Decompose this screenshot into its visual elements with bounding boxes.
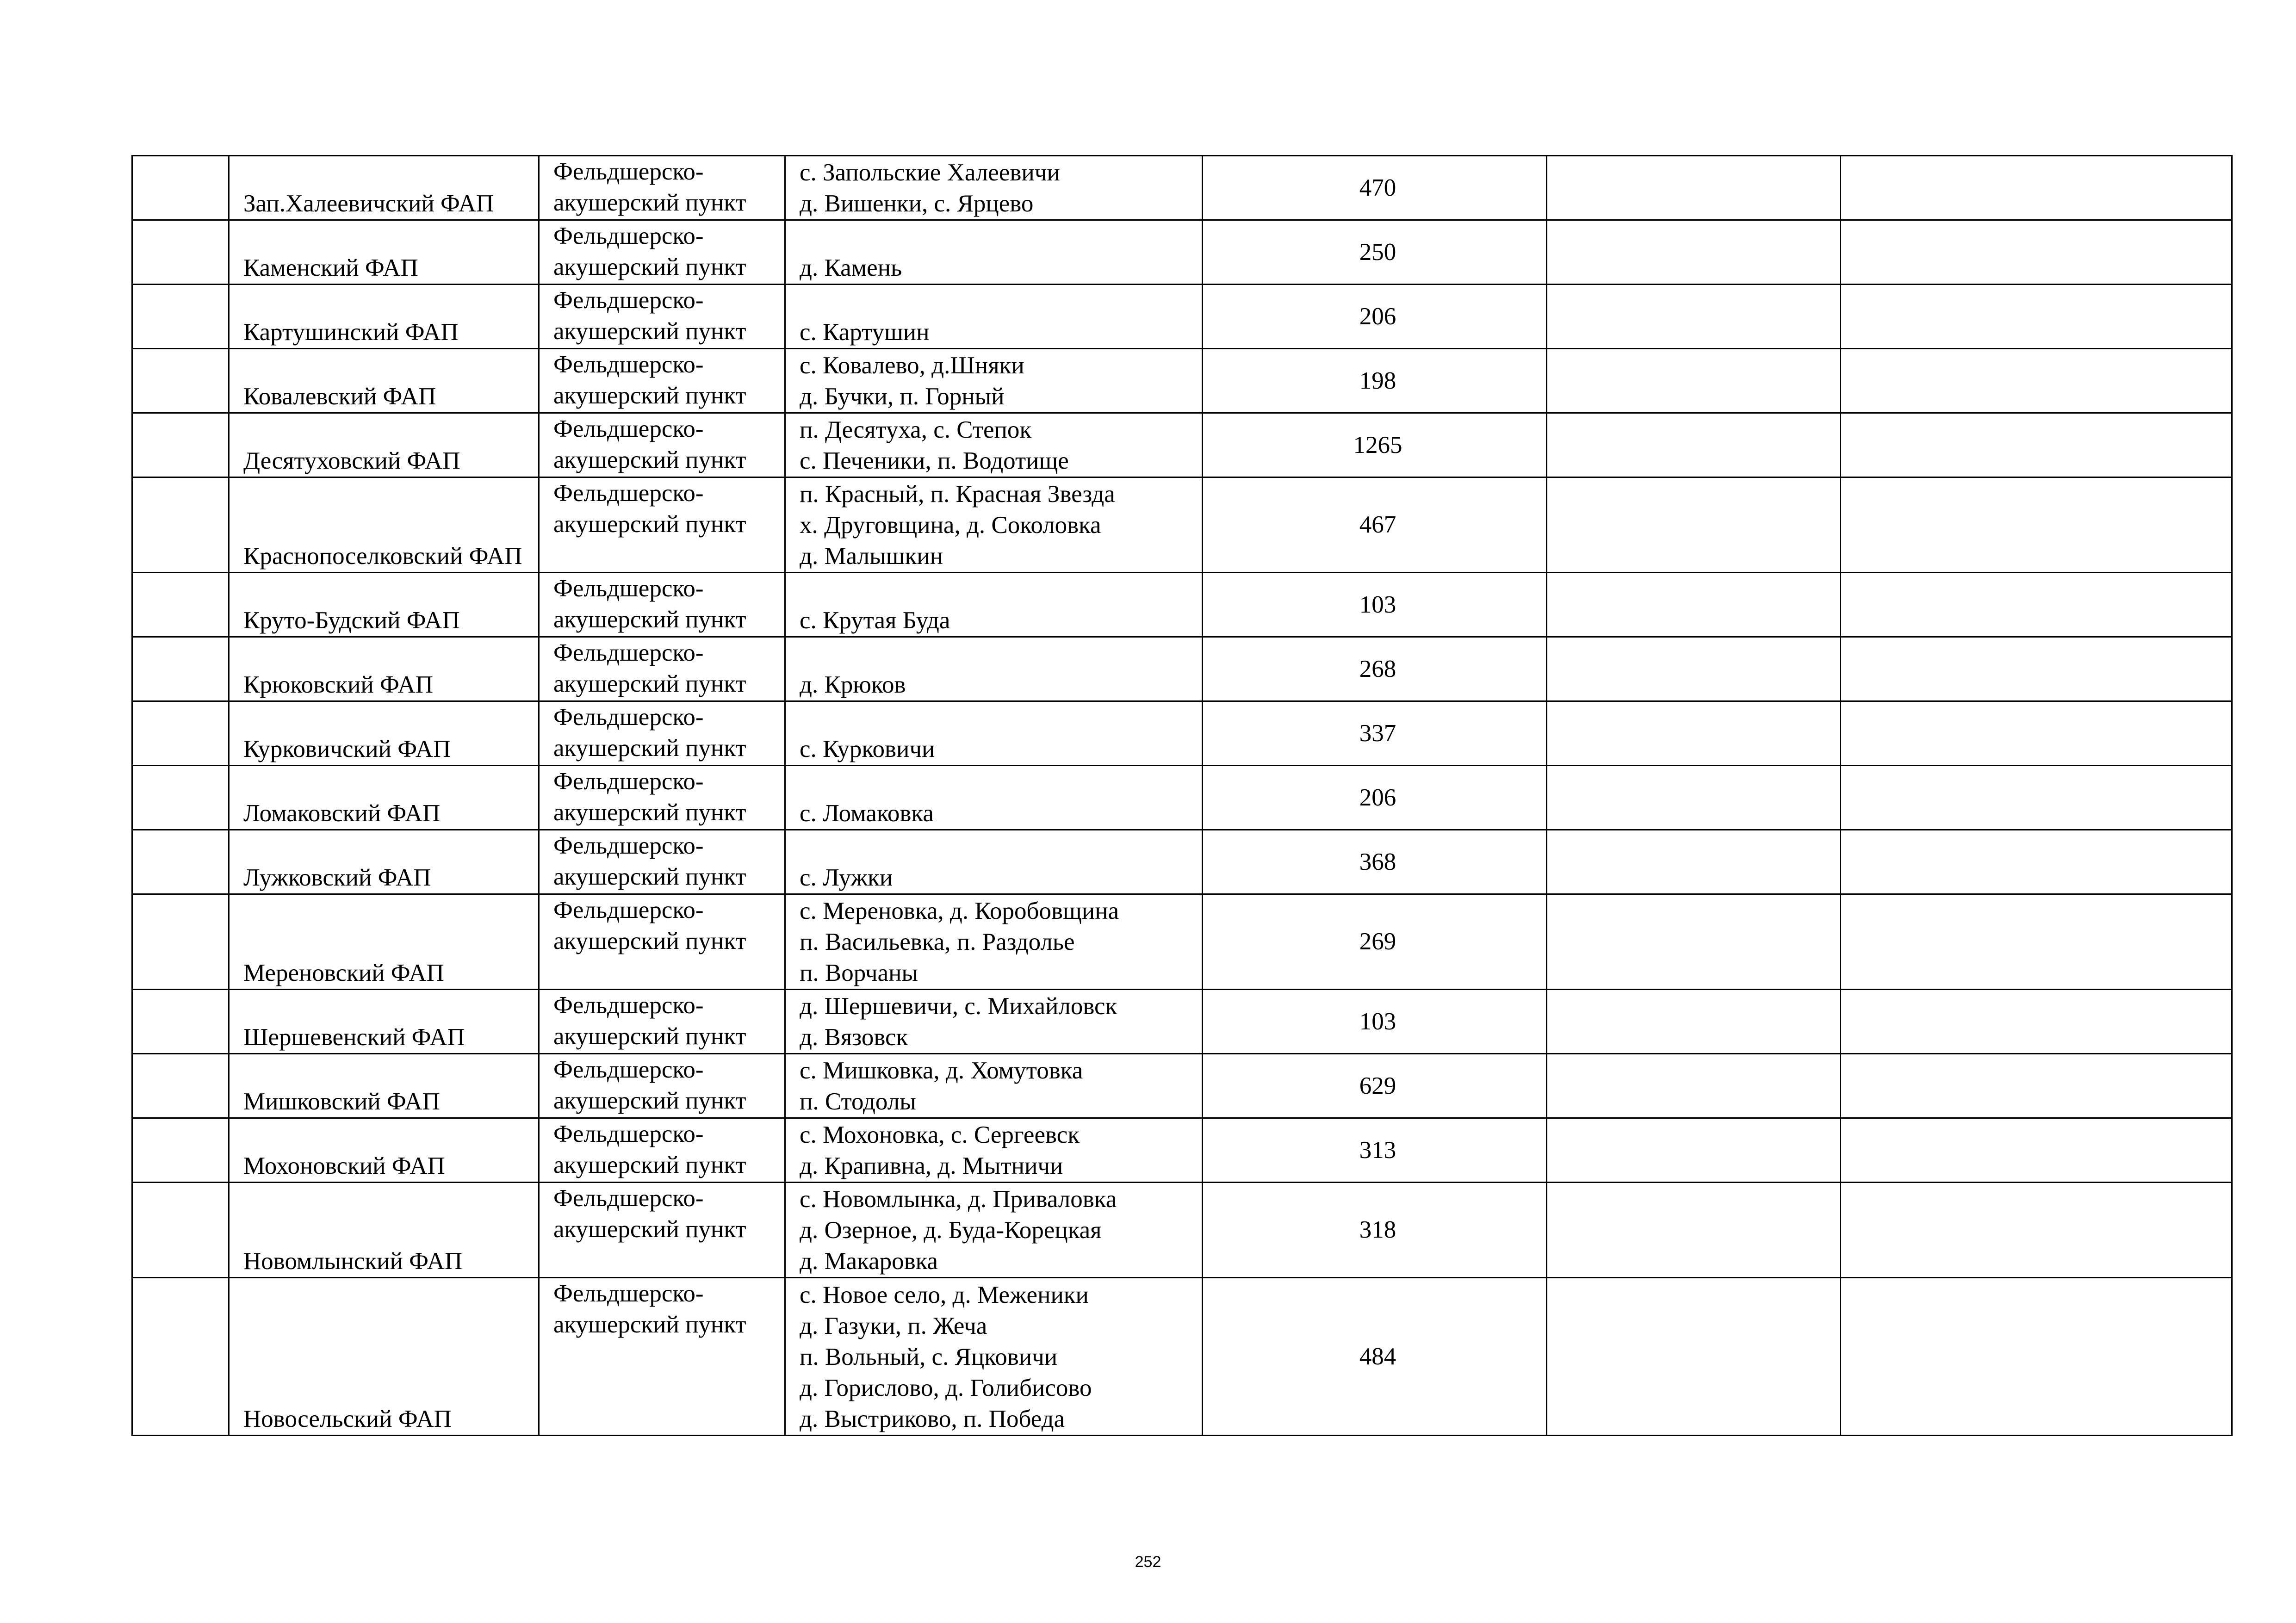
empty-cell	[1841, 637, 2232, 701]
table-row	[132, 830, 2232, 894]
table-row	[132, 637, 2232, 701]
empty-cell	[1547, 701, 1841, 766]
facility-type-cell: Фельдшерско- акушерский пункт	[539, 285, 785, 349]
facility-type-cell: Фельдшерско- акушерский пункт	[539, 1278, 785, 1436]
empty-cell	[1547, 894, 1841, 990]
empty-cell	[1841, 990, 2232, 1054]
population-cell: 470	[1203, 156, 1547, 220]
empty-cell	[1841, 1054, 2232, 1118]
facility-name-cell: Круто-Будский ФАП	[229, 573, 539, 637]
settlements-cell: с. Лужки	[785, 830, 1203, 894]
row-number-cell	[132, 573, 229, 637]
table-row	[132, 894, 2232, 990]
population-cell: 268	[1203, 637, 1547, 701]
empty-cell	[1547, 990, 1841, 1054]
table-row	[132, 766, 2232, 830]
empty-cell	[1547, 1183, 1841, 1278]
row-number-cell	[132, 156, 229, 220]
facility-name-cell: Десятуховский ФАП	[229, 413, 539, 477]
empty-cell	[1841, 830, 2232, 894]
population-cell: 103	[1203, 573, 1547, 637]
population-cell: 629	[1203, 1054, 1547, 1118]
facility-name-cell: Новомлынский ФАП	[229, 1183, 539, 1278]
row-number-cell	[132, 637, 229, 701]
settlements-cell: п. Десятуха, с. Степок с. Печеники, п. Водотище	[785, 413, 1203, 477]
population-cell: 318	[1203, 1183, 1547, 1278]
settlements-cell: д. Крюков	[785, 637, 1203, 701]
row-number-cell	[132, 701, 229, 766]
table-row	[132, 1183, 2232, 1278]
facility-name-cell: Ковалевский ФАП	[229, 349, 539, 413]
population-cell: 206	[1203, 285, 1547, 349]
facility-name-cell: Мишковский ФАП	[229, 1054, 539, 1118]
settlements-cell: с. Ковалево, д.Шняки д. Бучки, п. Горный	[785, 349, 1203, 413]
facility-type-cell: Фельдшерско- акушерский пункт	[539, 701, 785, 766]
settlements-cell: с. Мереновка, д. Коробовщина п. Васильевка, п. Раздолье п. Ворчаны	[785, 894, 1203, 990]
empty-cell	[1547, 477, 1841, 573]
empty-cell	[1841, 1278, 2232, 1436]
settlements-cell: с. Ломаковка	[785, 766, 1203, 830]
population-cell: 368	[1203, 830, 1547, 894]
row-number-cell	[132, 1278, 229, 1436]
row-number-cell	[132, 1183, 229, 1278]
population-cell: 467	[1203, 477, 1547, 573]
population-cell: 1265	[1203, 413, 1547, 477]
facility-name-cell: Шершевенский ФАП	[229, 990, 539, 1054]
facility-type-cell: Фельдшерско- акушерский пункт	[539, 637, 785, 701]
empty-cell	[1547, 1054, 1841, 1118]
empty-cell	[1841, 894, 2232, 990]
row-number-cell	[132, 766, 229, 830]
facility-name-cell: Курковичский ФАП	[229, 701, 539, 766]
table-body	[132, 156, 2232, 1436]
facility-name-cell: Ломаковский ФАП	[229, 766, 539, 830]
empty-cell	[1841, 477, 2232, 573]
facility-type-cell: Фельдшерско- акушерский пункт	[539, 477, 785, 573]
facility-name-cell: Мохоновский ФАП	[229, 1118, 539, 1183]
facility-name-cell: Краснопоселковский ФАП	[229, 477, 539, 573]
empty-cell	[1547, 766, 1841, 830]
population-cell: 250	[1203, 220, 1547, 285]
empty-cell	[1841, 220, 2232, 285]
table-row	[132, 990, 2232, 1054]
facility-name-cell: Картушинский ФАП	[229, 285, 539, 349]
table-row	[132, 413, 2232, 477]
table-row	[132, 156, 2232, 220]
facility-type-cell: Фельдшерско- акушерский пункт	[539, 220, 785, 285]
empty-cell	[1547, 285, 1841, 349]
facility-type-cell: Фельдшерско- акушерский пункт	[539, 349, 785, 413]
facility-name-cell: Зап.Халеевичский ФАП	[229, 156, 539, 220]
empty-cell	[1841, 1118, 2232, 1183]
empty-cell	[1547, 1278, 1841, 1436]
facility-name-cell: Каменский ФАП	[229, 220, 539, 285]
row-number-cell	[132, 990, 229, 1054]
table-row	[132, 1118, 2232, 1183]
empty-cell	[1547, 573, 1841, 637]
settlements-cell: с. Курковичи	[785, 701, 1203, 766]
facility-type-cell: Фельдшерско- акушерский пункт	[539, 1118, 785, 1183]
settlements-cell: с. Запольские Халеевичи д. Вишенки, с. Ярцево	[785, 156, 1203, 220]
empty-cell	[1841, 285, 2232, 349]
empty-cell	[1841, 573, 2232, 637]
empty-cell	[1547, 349, 1841, 413]
settlements-cell: с. Новое село, д. Межeники д. Газуки, п. Жеча п. Вольный, с. Яцковичи д. Горислово, д. Голибисово д. Выстриково, п. Победа	[785, 1278, 1203, 1436]
settlements-cell: с. Крутая Буда	[785, 573, 1203, 637]
row-number-cell	[132, 349, 229, 413]
population-cell: 313	[1203, 1118, 1547, 1183]
facility-type-cell: Фельдшерско- акушерский пункт	[539, 990, 785, 1054]
facility-type-cell: Фельдшерско- акушерский пункт	[539, 413, 785, 477]
table-row	[132, 701, 2232, 766]
population-cell: 206	[1203, 766, 1547, 830]
empty-cell	[1547, 637, 1841, 701]
empty-cell	[1547, 413, 1841, 477]
facility-name-cell: Новосельский ФАП	[229, 1278, 539, 1436]
empty-cell	[1841, 349, 2232, 413]
settlements-cell: с. Мишковка, д. Хомутовка п. Стодолы	[785, 1054, 1203, 1118]
settlements-cell: с. Мохоновка, с. Сергеевск д. Крапивна, д. Мытничи	[785, 1118, 1203, 1183]
empty-cell	[1841, 701, 2232, 766]
row-number-cell	[132, 477, 229, 573]
population-cell: 103	[1203, 990, 1547, 1054]
row-number-cell	[132, 830, 229, 894]
empty-cell	[1841, 413, 2232, 477]
table-row	[132, 477, 2232, 573]
table-row	[132, 349, 2232, 413]
facility-name-cell: Лужковский ФАП	[229, 830, 539, 894]
facility-name-cell: Крюковский ФАП	[229, 637, 539, 701]
empty-cell	[1841, 156, 2232, 220]
row-number-cell	[132, 1118, 229, 1183]
empty-cell	[1547, 830, 1841, 894]
population-cell: 198	[1203, 349, 1547, 413]
empty-cell	[1841, 1183, 2232, 1278]
page-number: 252	[1135, 1553, 1161, 1571]
settlements-cell: п. Красный, п. Красная Звезда х. Друговщина, д. Соколовка д. Малышкин	[785, 477, 1203, 573]
facility-type-cell: Фельдшерско- акушерский пункт	[539, 1054, 785, 1118]
settlements-cell: д. Камень	[785, 220, 1203, 285]
empty-cell	[1841, 766, 2232, 830]
population-cell: 484	[1203, 1278, 1547, 1436]
row-number-cell	[132, 894, 229, 990]
row-number-cell	[132, 1054, 229, 1118]
settlements-cell: с. Новомлынка, д. Приваловка д. Озерное, д. Буда-Корецкая д. Макаровка	[785, 1183, 1203, 1278]
table-row	[132, 285, 2232, 349]
empty-cell	[1547, 156, 1841, 220]
row-number-cell	[132, 413, 229, 477]
settlements-cell: с. Картушин	[785, 285, 1203, 349]
row-number-cell	[132, 285, 229, 349]
table-row	[132, 1278, 2232, 1436]
facility-type-cell: Фельдшерско- акушерский пункт	[539, 894, 785, 990]
facility-type-cell: Фельдшерско- акушерский пункт	[539, 156, 785, 220]
facilities-table	[131, 155, 2233, 1436]
facility-type-cell: Фельдшерско- акушерский пункт	[539, 766, 785, 830]
table-row	[132, 1054, 2232, 1118]
facility-type-cell: Фельдшерско- акушерский пункт	[539, 1183, 785, 1278]
table-row	[132, 573, 2232, 637]
facility-name-cell: Мереновский ФАП	[229, 894, 539, 990]
population-cell: 269	[1203, 894, 1547, 990]
empty-cell	[1547, 1118, 1841, 1183]
empty-cell	[1547, 220, 1841, 285]
settlements-cell: д. Шершевичи, с. Михайловск д. Вязовск	[785, 990, 1203, 1054]
facility-type-cell: Фельдшерско- акушерский пункт	[539, 830, 785, 894]
table-row	[132, 220, 2232, 285]
population-cell: 337	[1203, 701, 1547, 766]
facility-type-cell: Фельдшерско- акушерский пункт	[539, 573, 785, 637]
row-number-cell	[132, 220, 229, 285]
